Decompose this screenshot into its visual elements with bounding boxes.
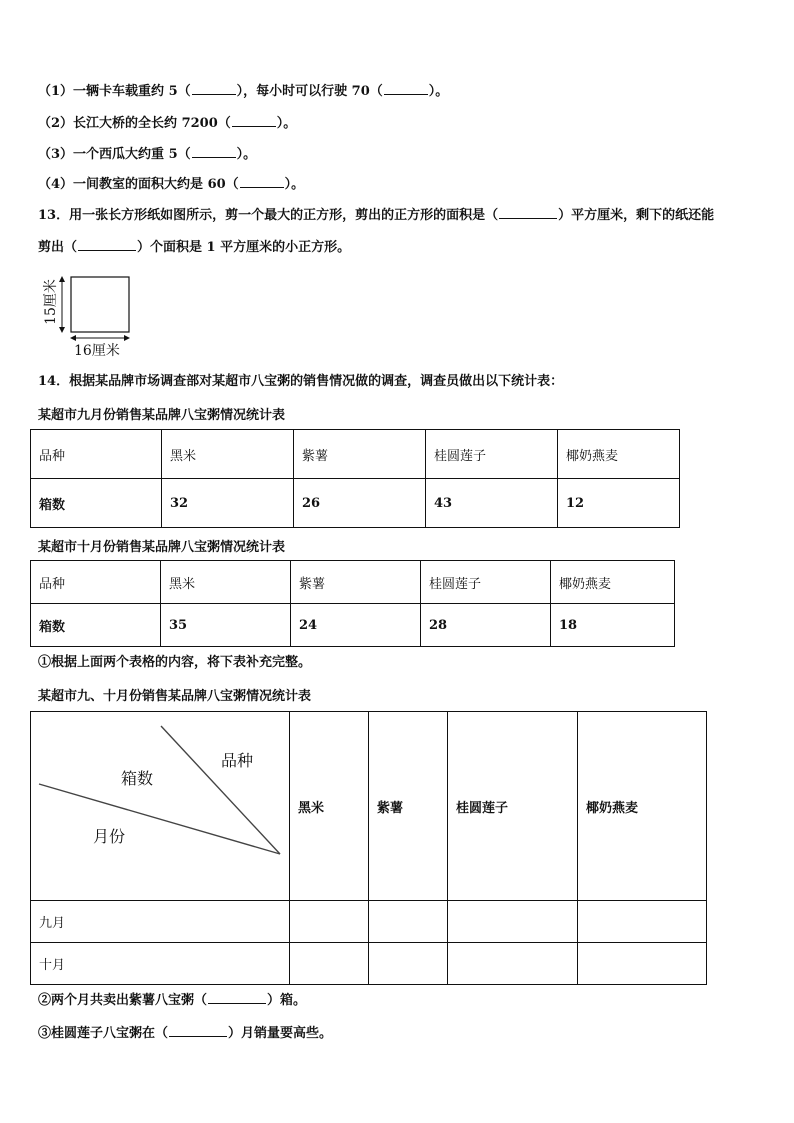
q12-item-4: （4）一间教室的面积大约是 60（ ）。 — [38, 177, 305, 192]
table-cell: 九月 — [31, 901, 290, 943]
answer-blank[interactable] — [192, 82, 236, 95]
answer-blank[interactable] — [240, 175, 284, 188]
q13-line-2: 剪出（ ）个面积是 1 平方厘米的小正方形。 — [38, 240, 351, 255]
table-cell: 品种 — [31, 561, 161, 604]
answer-blank[interactable] — [499, 206, 557, 219]
table-combined — [30, 711, 707, 985]
answer-blank[interactable] — [192, 145, 236, 158]
diag-label-mid: 箱数 — [121, 769, 154, 788]
table-cell: 35 — [161, 604, 291, 647]
table-cell: 43 — [426, 479, 558, 528]
diagonal-header-cell — [31, 712, 290, 901]
q14-intro: 14．根据某品牌市场调查部对某超市八宝粥的销售情况做的调查，调查员做出以下统计表： — [38, 374, 564, 389]
q13-line-1: 13．用一张长方形纸如图所示，剪一个最大的正方形，剪出的正方形的面积是（ ）平方厘米，剩下的纸还能 — [38, 208, 715, 223]
table-cell: 椰奶燕麦 — [551, 561, 675, 604]
height-label: 15厘米 — [43, 279, 59, 325]
input-cell[interactable] — [448, 943, 578, 985]
input-cell[interactable] — [369, 943, 448, 985]
q12-item-3: （3）一个西瓜大约重 5（ ）。 — [38, 147, 257, 162]
input-cell[interactable] — [290, 943, 369, 985]
table-row — [31, 479, 680, 528]
q12-item-1: （1）一辆卡车载重约 5（ ），每小时可以行驶 70（ ）。 — [38, 84, 449, 99]
table-sept — [30, 429, 680, 528]
table-cell: 24 — [291, 604, 421, 647]
input-cell[interactable] — [578, 943, 707, 985]
answer-blank[interactable] — [78, 238, 136, 251]
table-oct — [30, 560, 675, 647]
table-cell: 箱数 — [31, 479, 162, 528]
diag-label-bottom: 月份 — [93, 827, 126, 846]
table-row — [31, 561, 675, 604]
table-caption-oct: 某超市十月份销售某品牌八宝粥情况统计表 — [38, 540, 286, 555]
diag-label-top: 品种 — [221, 751, 254, 770]
table-cell: 桂圆莲子 — [421, 561, 551, 604]
table-caption-combined: 某超市九、十月份销售某品牌八宝粥情况统计表 — [38, 689, 312, 704]
table-cell: 28 — [421, 604, 551, 647]
table-cell: 椰奶燕麦 — [578, 712, 707, 901]
table-cell: 12 — [558, 479, 680, 528]
table-row — [31, 943, 707, 985]
q14-sub2: ②两个月共卖出紫薯八宝粥（ ）箱。 — [38, 993, 307, 1008]
q14-sub3: ③桂圆莲子八宝粥在（ ）月销量要高些。 — [38, 1026, 333, 1041]
width-label: 16厘米 — [74, 343, 120, 359]
answer-blank[interactable] — [384, 82, 428, 95]
table-row — [31, 604, 675, 647]
table-cell: 桂圆莲子 — [448, 712, 578, 901]
q13-figure — [36, 272, 136, 360]
table-cell: 黑米 — [162, 430, 294, 479]
answer-blank[interactable] — [208, 991, 266, 1004]
input-cell[interactable] — [448, 901, 578, 943]
table-caption-sept: 某超市九月份销售某品牌八宝粥情况统计表 — [38, 408, 286, 423]
table-row — [31, 901, 707, 943]
table-cell: 18 — [551, 604, 675, 647]
table-cell: 箱数 — [31, 604, 161, 647]
table-cell: 紫薯 — [291, 561, 421, 604]
table-cell: 椰奶燕麦 — [558, 430, 680, 479]
table-cell: 26 — [294, 479, 426, 528]
diagonal-lines — [31, 712, 289, 900]
table-cell: 十月 — [31, 943, 290, 985]
table-cell: 品种 — [31, 430, 162, 479]
input-cell[interactable] — [578, 901, 707, 943]
table-cell: 32 — [162, 479, 294, 528]
table-row — [31, 430, 680, 479]
answer-blank[interactable] — [169, 1024, 227, 1037]
q12-item-2: （2）长江大桥的全长约 7200（ ）。 — [38, 116, 297, 131]
table-cell: 紫薯 — [294, 430, 426, 479]
table-row — [31, 712, 707, 901]
input-cell[interactable] — [290, 901, 369, 943]
table-cell: 桂圆莲子 — [426, 430, 558, 479]
table-cell: 紫薯 — [369, 712, 448, 901]
q14-sub1: ①根据上面两个表格的内容，将下表补充完整。 — [38, 655, 312, 670]
table-cell: 黑米 — [290, 712, 369, 901]
table-cell: 黑米 — [161, 561, 291, 604]
answer-blank[interactable] — [232, 114, 276, 127]
input-cell[interactable] — [369, 901, 448, 943]
